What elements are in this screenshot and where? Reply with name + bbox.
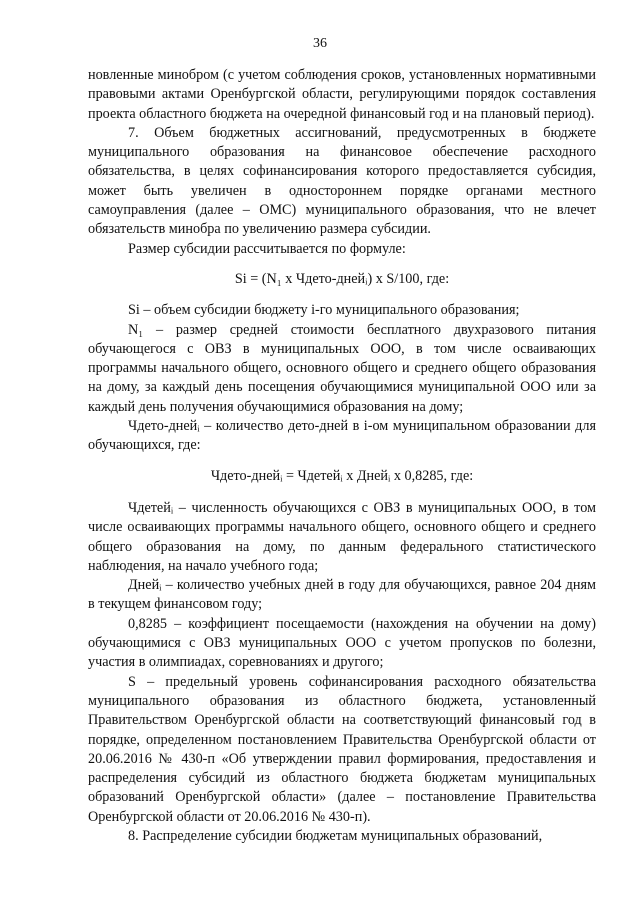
page-number: 36: [313, 36, 327, 51]
document-body: [88, 66, 596, 846]
definition-n1: N₁ – размер средней стоимости бесплатного двухразового питания обучающегося с ОВЗ в муниципальных ООО, в том числе осваивающих программы начального общего, основного общего и среднего общего образования на дому, за каждый день посещения обучающимися муниципальной ООО или за каждый день получения обучающимися образования на дому;: [88, 321, 596, 415]
definition-si: Si – объем субсидии бюджету i-го муниципального образования;: [128, 302, 520, 319]
paragraph-formula-intro: Размер субсидии рассчитывается по формуле:: [128, 240, 406, 257]
definition-days: Днейᵢ – количество учебных дней в году для обучающихся, равное 204 дням в текущем финансовом году;: [88, 577, 596, 613]
paragraph-item-8: 8. Распределение субсидии бюджетам муниципальных образований,: [128, 827, 543, 844]
paragraph-continuation: новленные минобром (с учетом соблюдения сроков, установленных нормативными правовыми актами Оренбургской области, регулирующими порядок составления проекта областного бюджета на очередной финансовый год и на плановый период).: [88, 67, 596, 122]
definition-attendance-coefficient: 0,8285 – коэффициент посещаемости (нахождения на обучении на дому) обучающимися с ОВЗ муниципальных ООО с учетом пропусков по болезни, участия в олимпиадах, соревнованиях и другого;: [88, 615, 596, 671]
definition-s: S – предельный уровень софинансирования расходного обязательства муниципального образования из областного бюджета, установленный Правительством Оренбургской области на соответствующий финансовый год в порядке, определенном постановлением Правительства Оренбургской области от 20.06.2016 № 430-п «Об утверждении правил формирования, предоставления и распределения субсидий из областного бюджета бюджетам муниципальных образований Оренбургской области» (далее – постановление Правительства Оренбургской области от 20.06.2016 № 430-п).: [88, 673, 596, 825]
definition-child-days: Чдето-днейᵢ – количество дето-дней в i-ом муниципальном образовании для обучающихся, где:: [88, 418, 596, 454]
formula-subsidy: Si = (N₁ x Чдето-днейᵢ) x S/100, где:: [234, 270, 450, 287]
formula-child-days: Чдето-днейᵢ = Чдетейᵢ x Днейᵢ x 0,8285, где:: [210, 467, 474, 484]
definition-children-count: Чдетейᵢ – численность обучающихся с ОВЗ в муниципальных ООО, в том числе осваивающих программы начального общего, основного общего и среднего общего образования на дому, по данным федерального статистического наблюдения, на начало учебного года;: [88, 499, 596, 574]
paragraph-item-7: 7. Объем бюджетных ассигнований, предусмотренных в бюджете муниципального образования на финансовое обеспечение расходного обязательства, в целях софинансирования которого предоставляется субсидия, может быть увеличен в одностороннем порядке органами местного самоуправления (далее – ОМС) муниципального образования, что не влечет обязательств минобра по увеличению размера субсидии.: [88, 124, 596, 238]
